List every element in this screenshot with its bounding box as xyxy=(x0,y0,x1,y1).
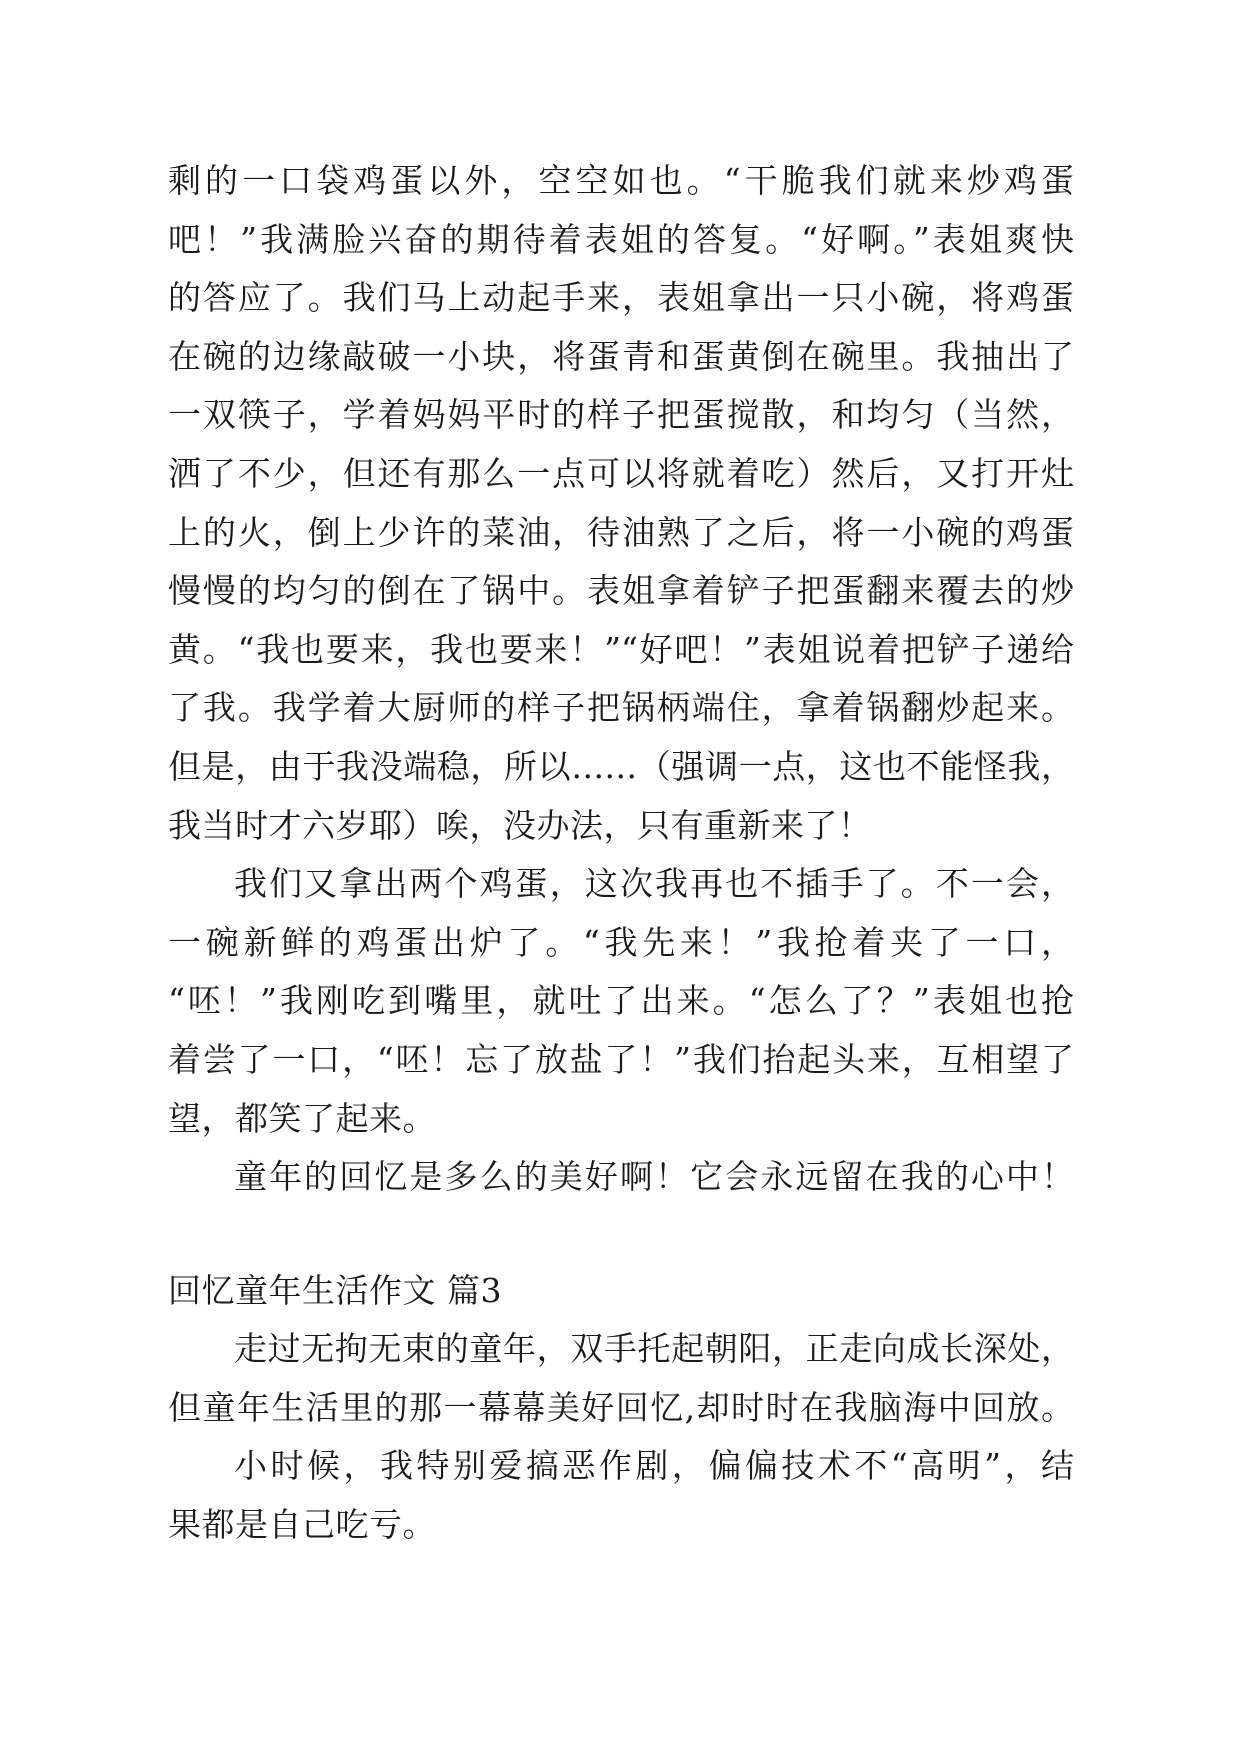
essay-line: 在碗的边缘敲破一小块，将蛋青和蛋黄倒在碗里。我抽出了 xyxy=(168,336,1074,376)
essay-line: “呸！”我刚吃到嘴里，就吐了出来。“怎么了？”表姐也抢 xyxy=(168,981,1074,1021)
essay-line: 望，都笑了起来。 xyxy=(168,1098,436,1138)
essay-line: 我们又拿出两个鸡蛋，这次我再也不插手了。不一会， xyxy=(234,864,1074,904)
essay-line: 上的火，倒上少许的菜油，待油熟了之后，将一小碗的鸡蛋 xyxy=(168,512,1074,552)
essay-line: 我当时才六岁耶）唉，没办法，只有重新来了！ xyxy=(168,805,872,845)
essay-line: 吧！”我满脸兴奋的期待着表姐的答复。“好啊。”表姐爽快 xyxy=(168,219,1074,259)
document-page xyxy=(168,152,1074,1555)
essay-line: 黄。“我也要来，我也要来！”“好吧！”表姐说着把铲子递给 xyxy=(168,629,1074,669)
essay-line: 童年的回忆是多么的美好啊！它会永远留在我的心中！ xyxy=(234,1157,1074,1197)
essay-line: 着尝了一口，“呸！忘了放盐了！”我们抬起头来，互相望了 xyxy=(168,1039,1074,1079)
essay-line: 洒了不少，但还有那么一点可以将就着吃）然后，又打开灶 xyxy=(168,453,1074,493)
section-heading: 回忆童年生活作文 篇3 xyxy=(168,1270,502,1310)
essay-line: 小时候，我特别爱搞恶作剧，偏偏技术不“高明”，结 xyxy=(234,1446,1074,1486)
essay-line: 了我。我学着大厨师的样子把锅柄端住，拿着锅翻炒起来。 xyxy=(168,688,1074,728)
essay-line: 走过无拘无束的童年，双手托起朝阳，正走向成长深处， xyxy=(234,1329,1074,1369)
essay-line: 的答应了。我们马上动起手来，表姐拿出一只小碗，将鸡蛋 xyxy=(168,278,1074,318)
essay-line: 但童年生活里的那一幕幕美好回忆,却时时在我脑海中回放。 xyxy=(168,1387,1074,1427)
essay-line: 一碗新鲜的鸡蛋出炉了。“我先来！”我抢着夹了一口， xyxy=(168,922,1074,962)
essay-line: 剩的一口袋鸡蛋以外，空空如也。“干脆我们就来炒鸡蛋 xyxy=(168,161,1074,200)
essay-line: 果都是自己吃亏。 xyxy=(168,1505,436,1545)
essay-line: 一双筷子，学着妈妈平时的样子把蛋搅散，和均匀（当然， xyxy=(168,395,1074,435)
essay-line: 慢慢的均匀的倒在了锅中。表姐拿着铲子把蛋翻来覆去的炒 xyxy=(168,571,1074,611)
essay-line: 但是，由于我没端稳，所以……（强调一点，这也不能怪我， xyxy=(168,746,1074,786)
